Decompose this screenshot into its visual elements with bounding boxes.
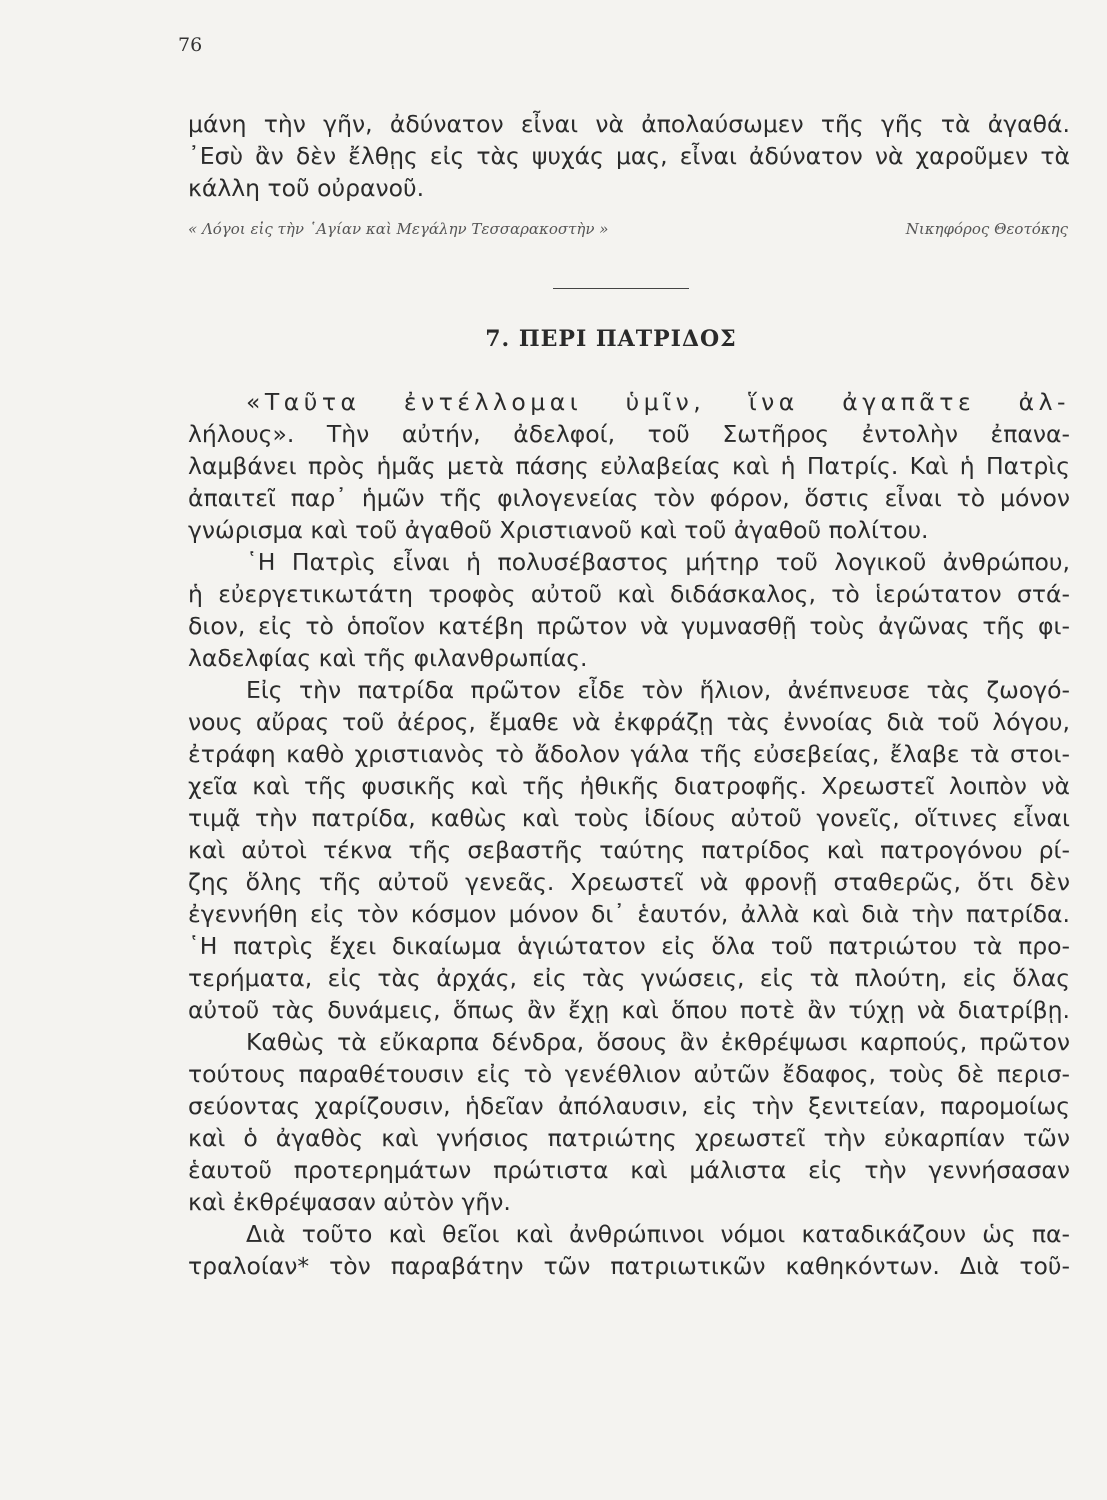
text-line: τραλοίαν* τὸν παραβάτην τῶν πατριωτικῶν καθηκόντων. Διὰ τοῦ-: [188, 1252, 1070, 1280]
text-line: Καθὼς τὰ εὔκαρπα δένδρα, ὅσους ἂν ἐκθρέψωσι καρπούς, πρῶτον: [246, 1028, 1070, 1056]
text-line: ἑαυτοῦ προτερημάτων πρώτιστα καὶ μάλιστα εἰς τὴν γεννήσασαν: [188, 1156, 1070, 1184]
text-line: Διὰ τοῦτο καὶ θεῖοι καὶ ἀνθρώπινοι νόμοι καταδικάζουν ὡς πα-: [246, 1220, 1070, 1248]
text-line: σεύοντας χαρίζουσιν, ἡδεῖαν ἀπόλαυσιν, εἰς τὴν ξενιτείαν, παρομοίως: [188, 1092, 1070, 1120]
text-line: κάλλη τοῦ οὐρανοῦ.: [188, 174, 425, 202]
section-divider: [553, 288, 689, 289]
text-line: ᾿Εσὺ ἂν δὲν ἔλθῃς εἰς τὰς ψυχάς μας, εἶναι ἀδύνατον νὰ χαροῦμεν τὰ: [188, 142, 1070, 170]
text-line: μάνη τὴν γῆν, ἀδύνατον εἶναι νὰ ἀπολαύσωμεν τῆς γῆς τὰ ἀγαθά.: [188, 110, 1070, 138]
citation-source: « Λόγοι εἰς τὴν ῾Αγίαν καὶ Μεγάλην Τεσσαρακοστὴν »: [188, 220, 609, 238]
text-line: ῾Η πατρὶς ἔχει δικαίωμα ἁγιώτατον εἰς ὅλα τοῦ πατριώτου τὰ προ-: [188, 932, 1070, 960]
text-line: ἐγεννήθη εἰς τὸν κόσμον μόνον δι᾿ ἑαυτόν, ἀλλὰ καὶ διὰ τὴν πατρίδα.: [188, 900, 1070, 928]
text-line: τερήματα, εἰς τὰς ἀρχάς, εἰς τὰς γνώσεις, εἰς τὰ πλούτη, εἰς ὅλας: [188, 964, 1070, 992]
text-line: τιμᾷ τὴν πατρίδα, καθὼς καὶ τοὺς ἰδίους αὐτοῦ γονεῖς, οἵτινες εἶναι: [188, 804, 1070, 832]
text-line: ῾Η Πατρὶς εἶναι ἡ πολυσέβαστος μήτηρ τοῦ λογικοῦ ἀνθρώπου,: [246, 548, 1070, 576]
text-line: διον, εἰς τὸ ὁποῖον κατέβη πρῶτον νὰ γυμνασθῇ τοὺς ἀγῶνας τῆς φι-: [188, 612, 1070, 640]
body-text: [188, 386, 1070, 1282]
text-line: λήλους». Τὴν αὐτήν, ἀδελφοί, τοῦ Σωτῆρος ἐντολὴν ἐπανα-: [188, 420, 1070, 448]
section-title: 7. ΠΕΡΙ ΠΑΤΡΙΔΟΣ: [485, 326, 737, 352]
text-line: γνώρισμα καὶ τοῦ ἀγαθοῦ Χριστιανοῦ καὶ τοῦ ἀγαθοῦ πολίτου.: [188, 516, 929, 544]
text-line: αὐτοῦ τὰς δυνάμεις, ὅπως ἂν ἔχῃ καὶ ὅπου ποτὲ ἂν τύχῃ νὰ διατρίβῃ.: [188, 996, 1070, 1024]
text-line: χεῖα καὶ τῆς φυσικῆς καὶ τῆς ἠθικῆς διατροφῆς. Χρεωστεῖ λοιπὸν νὰ: [188, 772, 1070, 800]
text-line: καὶ ὁ ἀγαθὸς καὶ γνήσιος πατριώτης χρεωστεῖ τὴν εὐκαρπίαν τῶν: [188, 1124, 1070, 1152]
text-line: ἡ εὐεργετικωτάτη τροφὸς αὐτοῦ καὶ διδάσκαλος, τὸ ἱερώτατον στά-: [188, 580, 1070, 608]
text-line: τούτους παραθέτουσιν εἰς τὸ γενέθλιον αὐτῶν ἔδαφος, τοὺς δὲ περισ-: [188, 1060, 1070, 1088]
text-line: Εἰς τὴν πατρίδα πρῶτον εἶδε τὸν ἥλιον, ἀνέπνευσε τὰς ζωογό-: [246, 676, 1070, 704]
text-line: ἐτράφη καθὸ χριστιανὸς τὸ ἄδολον γάλα τῆς εὐσεβείας, ἔλαβε τὰ στοι-: [188, 740, 1070, 768]
text-line: ἀπαιτεῖ παρ᾿ ἡμῶν τῆς φιλογενείας τὸν φόρον, ὅστις εἶναι τὸ μόνον: [188, 484, 1070, 512]
text-line: καὶ αὐτοὶ τέκνα τῆς σεβαστῆς ταύτης πατρίδος καὶ πατρογόνου ρί-: [188, 836, 1070, 864]
citation-author: Νικηφόρος Θεοτόκης: [905, 220, 1068, 238]
text-line: «Ταῦτα ἐντέλλομαι ὑμῖν, ἵνα ἀγαπᾶτε ἀλ-: [246, 388, 1070, 416]
text-line: ζης ὅλης τῆς αὐτοῦ γενεᾶς. Χρεωστεῖ νὰ φρονῇ σταθερῶς, ὅτι δὲν: [188, 868, 1070, 896]
text-line: λαδελφίας καὶ τῆς φιλανθρωπίας.: [188, 644, 588, 672]
intro-paragraph: [188, 108, 1070, 204]
text-line: καὶ ἐκθρέψασαν αὐτὸν γῆν.: [188, 1188, 511, 1216]
text-line: νους αὔρας τοῦ ἀέρος, ἔμαθε νὰ ἐκφράζῃ τὰς ἐννοίας διὰ τοῦ λόγου,: [188, 708, 1070, 736]
text-line: λαμβάνει πρὸς ἡμᾶς μετὰ πάσης εὐλαβείας καὶ ἡ Πατρίς. Καὶ ἡ Πατρὶς: [188, 452, 1070, 480]
page-number: 76: [178, 34, 203, 56]
